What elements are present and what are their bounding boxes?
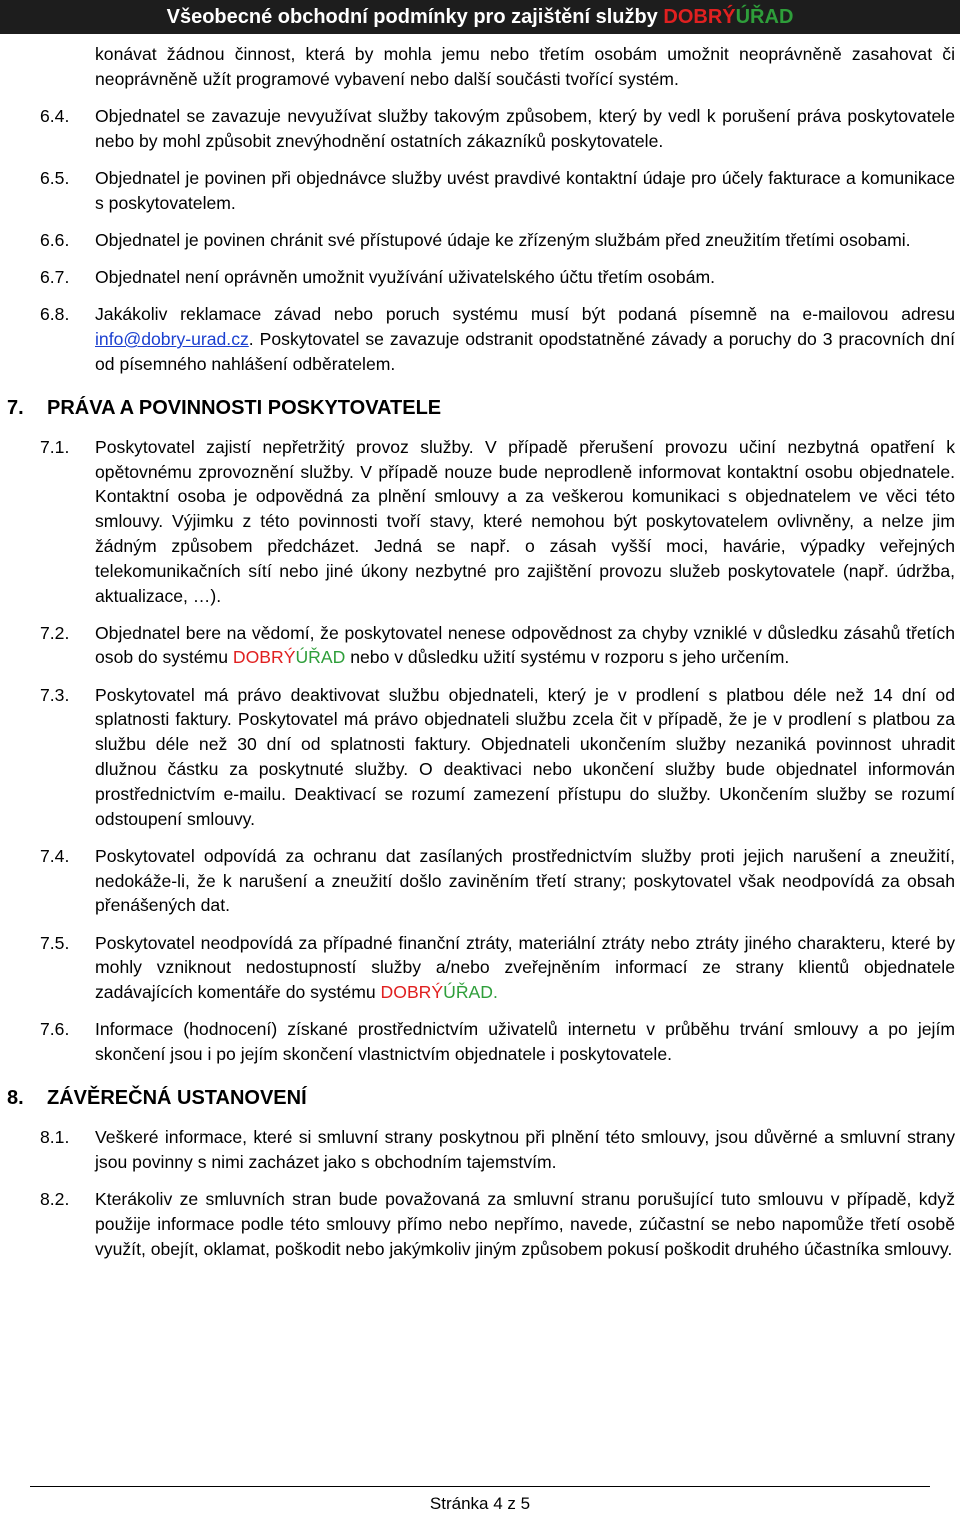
paragraph-text: Poskytovatel odpovídá za ochranu dat zasílaných prostřednictvím služby proti jejich narušení a zneužití, nedokáže-li, že k narušení a zneužití došlo zaviněním třetí strany; poskytovatel však neodpovídá za obsah přenášených dat. [95,845,955,916]
paragraph-text: Veškeré informace, které si smluvní strany poskytnou při plnění této smlouvy, jsou důvěrné a smluvní strany jsou povinny s nimi zacházet jako s obchodním tajemstvím. [95,1127,955,1172]
paragraph-text: nebo v důsledku užití systému v rozporu s jeho určením. [345,647,790,668]
paragraph-8-1 [40,1125,955,1175]
section-7-heading [7,395,955,421]
paragraph-number: 7.3. [40,684,70,705]
paragraph-text: Informace (hodnocení) získané prostřednictvím uživatelů internetu v průběhu trvání smlouvy a po jejím skončení jsou i po jejím skončení vlastnictvím objednatele i poskytovatele. [95,1019,955,1065]
paragraph-text: Objednatel bere na vědomí, že poskytovatel nenese odpovědnost za chyby vzniklé v důsledku zásahů třetích osob do systému [95,622,955,668]
section-number: 7. [7,396,24,419]
header-brand-red: DOBRÝ [663,6,736,28]
paragraph-text: Objednatel je povinen chránit své přístupové údaje ke zřízeným službám před zneužitím třetími osobami. [95,229,911,250]
paragraph-number: 7.5. [40,932,70,953]
paragraph-6-4 [40,104,955,154]
paragraph-7-6 [40,1017,955,1067]
paragraph-number: 7.1. [40,436,70,457]
paragraph-text: . Poskytovatel se zavazuje odstranit opodstatněné závady a poruchy do 3 pracovních dní od písemného nahlášení odběratelem. [95,329,955,374]
section-number: 8. [7,1087,24,1109]
section-title: PRÁVA A POVINNOSTI POSKYTOVATELE [47,396,442,419]
paragraph-text: Poskytovatel zajistí nepřetržitý provoz služby. V případě přerušení provozu učiní nezbytná opatření k opětovnému zprovoznění služby. V případě nouze bude neprodleně informovat kontaktní osobu objednatele. Kontaktní osoba je odpovědná za plnění smlouvy a za veškerou komunikaci s objednatelem ve věci této smlouvy. Výjimku z této povinnosti tvoří stavy, které nemohou být poskytovatelem ovlivněny, a nelze jim žádným způsobem předcházet. Jedná se např. o zásah vyšší moci, havárie, výpadky veřejných telekomunikačních sítí nebo jiné úkony nezbytné pro zajištění provozu služeb poskytovatele (např. údržba, aktualizace, …). [95,436,955,606]
paragraph-number: 6.7. [40,267,70,288]
paragraph-number: 6.6. [40,229,70,250]
paragraph-number: 7.2. [40,622,70,643]
paragraph-7-2 [40,621,955,671]
page-footer [0,1492,960,1516]
paragraph-text: Jakákoliv reklamace závad nebo poruch systému musí být podaná písemně na e-mailovou adresu [95,304,955,325]
brand-period: . [492,982,498,1003]
section-title: ZÁVĚREČNÁ USTANOVENÍ [47,1087,307,1109]
paragraph-7-3 [40,683,955,832]
brand-green: ÚŘAD [295,647,346,668]
paragraph-6-8 [40,302,955,376]
paragraph-text: konávat žádnou činnost, která by mohla jemu nebo třetím osobám umožnit neoprávněně zasahovat či neoprávněně užít programové vybavení nebo další součásti tvořící systém. [95,44,955,89]
paragraph-6-5 [40,166,955,216]
page-number-label: Stránka 4 z 5 [429,1494,531,1513]
paragraph-text: Objednatel je povinen při objednávce služby uvést pravdivé kontaktní údaje pro účely fakturace a komunikace s poskytovatelem. [95,167,955,213]
section-8-heading [7,1085,955,1111]
brand-red: DOBRÝ [380,982,444,1003]
paragraph-7-1 [40,435,955,609]
paragraph-text: Poskytovatel má právo deaktivovat službu objednateli, který je v prodlení s platbou déle než 14 dní od splatnosti faktury. Poskytovatel má právo objednateli službu zcela čit v případě, že je v prodlení s platbou za službu déle než 30 dní od splatnosti faktury. Objednateli ukončením služby nezaniká povinnost uhradit dlužnou částku za poskytnuté služby. O deaktivaci nebo ukončení služby bude objednatel informován prostřednictvím e-mailu. Deaktivací se rozumí zamezení přístupu do služby. Ukončením služby se rozumí odstoupení smlouvy. [95,684,955,829]
paragraph-text: Objednatel se zavazuje nevyužívat služby takovým způsobem, který by vedl k porušení práva poskytovatele nebo by mohl způsobit znevýhodnění ostatních zákazníků poskytovatele. [95,105,955,151]
paragraph-number: 6.5. [40,167,70,188]
paragraph-6-6 [40,228,955,253]
footer-divider [30,1486,930,1487]
paragraph-6-7 [40,265,955,290]
paragraph-text: Objednatel není oprávněn umožnit využívání uživatelského účtu třetím osobám. [95,267,716,288]
header-title: Všeobecné obchodní podmínky pro zajištění služby [166,6,658,28]
page-header [0,0,960,34]
paragraph-7-5 [40,931,955,1005]
paragraph-text: Kterákoliv ze smluvních stran bude považovaná za smluvní stranu porušující tuto smlouvu v případě, když použije informace podle této smlouvy přímo nebo nepřímo, navede, zúčastní se nebo napomůže třetí osobě využít, obejít, oklamat, poškodit nebo jakýmkoliv jiným způsobem pokusí poškodit druhého účastníka smlouvy. [95,1188,955,1259]
paragraph-8-2 [40,1187,955,1261]
paragraph-number: 6.8. [40,304,70,325]
brand-green: ÚŘAD [443,982,493,1003]
header-brand-green: ÚŘAD [735,6,794,28]
paragraph-number: 7.4. [40,845,70,866]
paragraph-text: Poskytovatel neodpovídá za případné finanční ztráty, materiální ztráty nebo ztráty jiného charakteru, které by mohly vzniknout nedostupností služby a/nebo zveřejněním informací ze strany klientů objednatele zadávajících komentáře do systému [95,932,955,1003]
paragraph-number: 8.2. [40,1188,70,1209]
brand-red: DOBRÝ [232,647,296,668]
email-link[interactable]: info@dobry-urad.cz [95,329,249,350]
paragraph-number: 8.1. [40,1127,70,1147]
paragraph-number: 7.6. [40,1019,70,1040]
document-body [7,42,955,1274]
paragraph-7-4 [40,844,955,918]
paragraph-number: 6.4. [40,105,70,126]
paragraph-6-3-continuation [40,42,955,92]
